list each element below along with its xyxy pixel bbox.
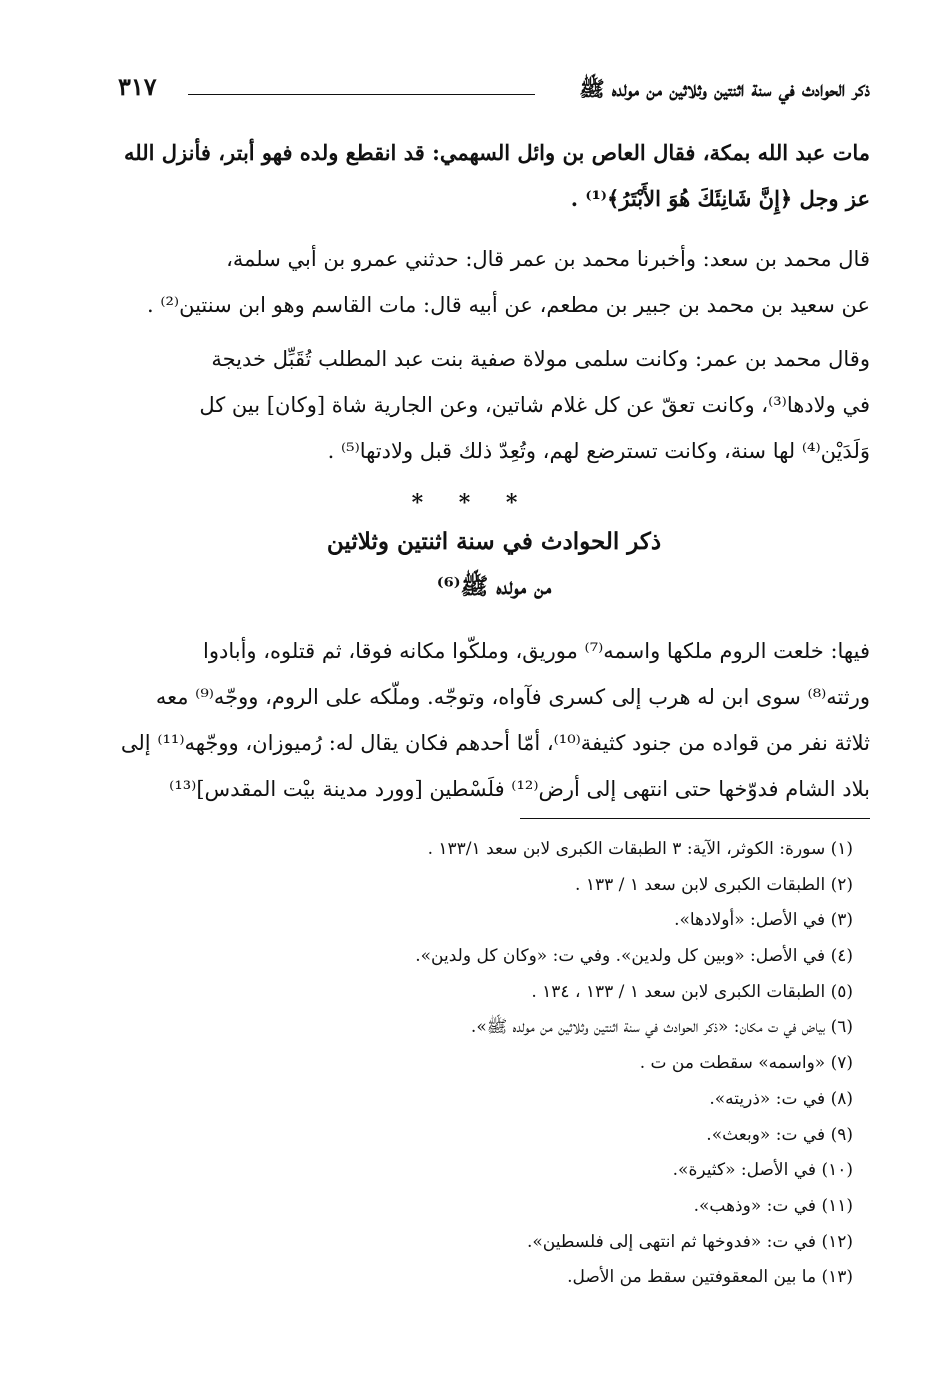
page-number: ٣١٧ xyxy=(118,72,157,101)
footnote: (١٠) في الأصل: «كثيرة». xyxy=(672,1160,853,1181)
footnotes xyxy=(253,832,853,1296)
header-title: ذكر الحوادث في سنة اثنتين وثلاثين من مولده ﷺ xyxy=(579,76,870,101)
footnote: (٤) في الأصل: «وبين كل ولدين». وفي ت: «وكان كل ولدين». xyxy=(415,946,853,967)
text-line: وقال محمد بن عمر: وكانت سلمى مولاة صفية بنت عبد المطلب تُقَبِّل خديجة xyxy=(211,347,870,371)
paragraph-1 xyxy=(118,130,870,222)
text-line: وَلَدَيْن⁽⁴⁾ لها سنة، وكانت تسترضع لهم، وتُعِدّ ذلك قبل ولادتها⁽⁵⁾ . xyxy=(327,439,870,463)
paragraph-2 xyxy=(118,236,870,328)
text-line: مات عبد الله بمكة، فقال العاص بن وائل السهمي: قد انقطع ولده فهو أبتر، فأنزل الله xyxy=(124,140,870,165)
footnote: (٦) بياض في ت مكان: «ذكر الحوادث في سنة اثنتين وثلاثين من مولده ﷺ». xyxy=(470,1017,853,1038)
header-rule xyxy=(188,94,535,95)
text-line: فيها: خلعت الروم ملكها واسمه⁽⁷⁾ موريق، وملكّوا مكانه فوقا، ثم قتلوه، وأبادوا xyxy=(203,639,870,663)
footnote: (١٢) في ت: «فدوخها ثم انتهى إلى فلسطين». xyxy=(526,1231,853,1252)
footnote: (١١) في ت: «وذهب». xyxy=(693,1195,853,1216)
footnote: (٣) في الأصل: «أولادها». xyxy=(674,910,853,931)
running-header xyxy=(118,72,870,108)
footnote: (١٣) ما بين المعقوفتين سقط من الأصل. xyxy=(567,1267,853,1288)
text-line: ورثته⁽⁸⁾ سوى ابن له هرب إلى كسرى فآواه، وتوجّه. وملّكه على الروم، ووجّه⁽⁹⁾ معه xyxy=(155,685,870,709)
footnote: (٨) في ت: «ذريته». xyxy=(709,1088,853,1109)
text-line: بلاد الشام فدوّخها حتى انتهى إلى أرض⁽¹²⁾ فلَسْطين [وورد مدينة بيْت المقدس]⁽¹³⁾ xyxy=(169,777,870,801)
text-line: قال محمد بن سعد: وأخبرنا محمد بن عمر قال: حدثني عمرو بن أبي سلمة، xyxy=(226,247,870,271)
text-line: عز وجل ﴿إِنَّ شَانِئَكَ هُوَ الأَبْتَرُ﴾⁽¹⁾ . xyxy=(570,186,870,211)
section-heading-line-2: من مولده ﷺ⁽⁶⁾ xyxy=(436,573,552,600)
text-line: في ولادها⁽³⁾، وكانت تعقّ عن كل غلام شاتين، وعن الجارية شاة [وكان] بين كل xyxy=(199,393,870,417)
footnote: (٢) الطبقات الكبرى لابن سعد ١ / ١٣٣ . xyxy=(575,874,853,895)
section-paragraph xyxy=(118,628,870,812)
footnote: (١) سورة: الكوثر، الآية: ٣ الطبقات الكبرى لابن سعد ١٣٣/١ . xyxy=(427,839,853,859)
footnote-rule xyxy=(520,818,870,819)
paragraph-3 xyxy=(118,336,870,474)
footnote: (٩) في ت: «وبعث». xyxy=(706,1124,853,1145)
footnote: (٧) «واسمه» سقطت من ت . xyxy=(639,1053,853,1074)
section-separator: * * * xyxy=(411,490,532,516)
section-heading-line-1: ذكر الحوادث في سنة اثنتين وثلاثين xyxy=(326,528,662,555)
text-line: عن سعيد بن محمد بن جبير بن مطعم، عن أبيه قال: مات القاسم وهو ابن سنتين⁽²⁾ . xyxy=(146,293,870,317)
text-line: ثلاثة نفر من قواده من جنود كثيفة⁽¹⁰⁾، أمّا أحدهم فكان يقال له: رُميوزان، ووجّهه⁽¹¹⁾ إلى xyxy=(120,731,870,755)
footnote: (٥) الطبقات الكبرى لابن سعد ١ / ١٣٣ ، ١٣٤ . xyxy=(531,981,853,1002)
